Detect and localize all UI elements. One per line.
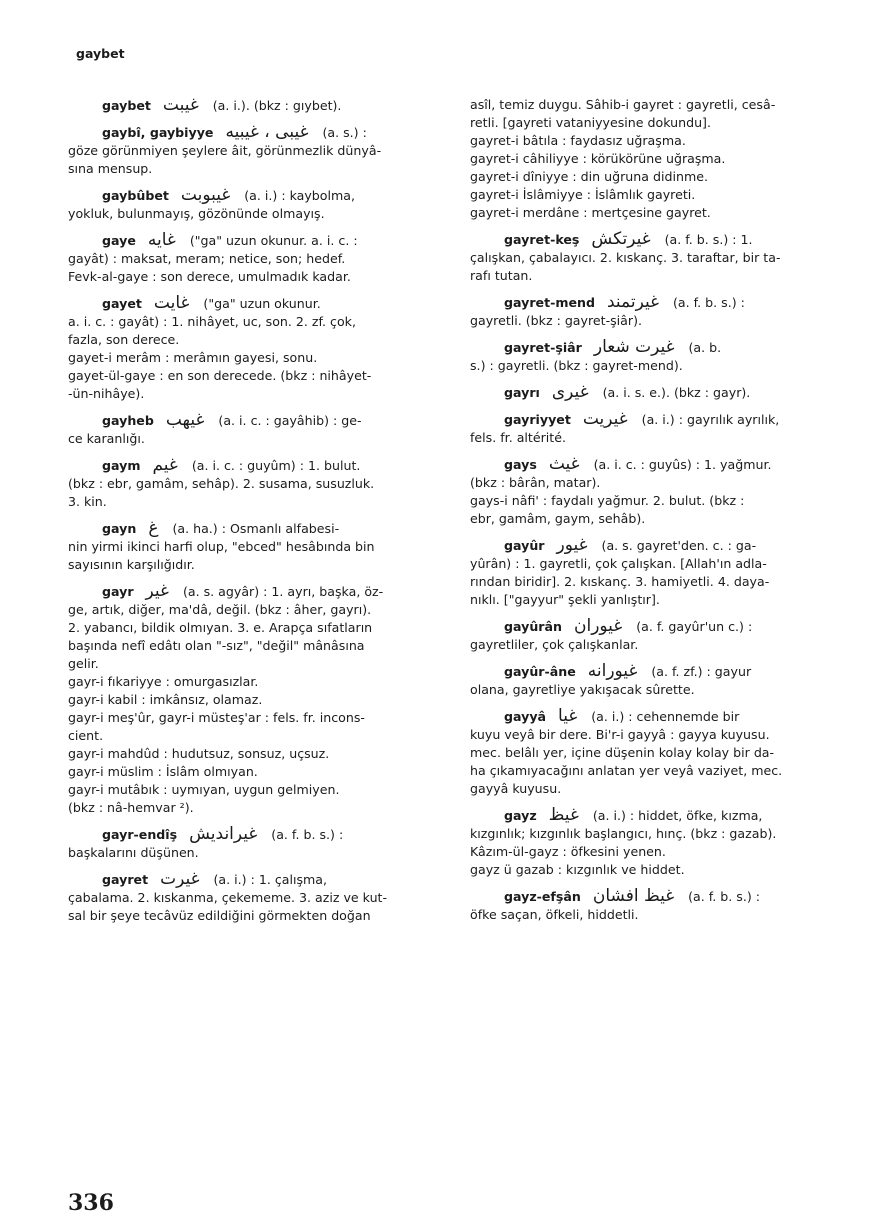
dictionary-entry (470, 887, 846, 924)
dictionary-entry (470, 806, 846, 879)
entry-line-text: 3. kin. (68, 494, 107, 509)
dictionary-entry (470, 662, 846, 699)
entry-headword: gayrı (504, 385, 540, 400)
entry-line (68, 268, 444, 286)
entry-first-line (470, 96, 846, 114)
entry-arabic-script: غيريت (582, 409, 628, 429)
dictionary-entry (68, 411, 444, 448)
entry-line (68, 601, 444, 619)
entry-line-text: rından biridir]. 2. kıskanç. 3. hamiyetli. 4. daya- (470, 574, 770, 589)
entry-line (68, 745, 444, 763)
entry-headword: gayet (102, 296, 142, 311)
entry-line-text: gayr-i meş'ûr, gayr-i müsteş'ar : fels. fr. incons- (68, 710, 365, 725)
entry-headword: gayriyyet (504, 412, 571, 427)
entry-line (68, 655, 444, 673)
entry-first-line (470, 707, 846, 726)
entry-arabic-script: غيبى ، غيبيه (225, 122, 309, 142)
entry-arabic-script: غيور (556, 535, 588, 555)
entry-line-text: nin yirmi ikinci harfi olup, "ebced" hesâbında bin (68, 539, 375, 554)
entry-line-text: yûrân) : 1. gayretli, çok çalışkan. [Allah'ın adla- (470, 556, 767, 571)
entry-line-text: (a. i.) : kaybolma, (244, 188, 355, 203)
dictionary-entry (470, 338, 846, 375)
entry-line (470, 249, 846, 267)
entry-line-text: a. i. c. : gayât) : 1. nihâyet, uc, son. 2. zf. çok, (68, 314, 356, 329)
entry-line-text: (bkz : ebr, gamâm, sehâp). 2. susama, susuzluk. (68, 476, 375, 491)
entry-first-line (68, 231, 444, 250)
entry-arabic-script: غيرتكش (591, 229, 651, 249)
entry-headword: gaybî, gaybiyye (102, 125, 214, 140)
entry-line (470, 114, 846, 132)
entry-line-text: kızgınlık; kızgınlık başlangıcı, hınç. (bkz : gazab). (470, 826, 777, 841)
entry-arabic-script: غيرت شعار (593, 337, 675, 357)
entry-line (68, 250, 444, 268)
entry-line (68, 475, 444, 493)
entry-arabic-script: غيرى (551, 382, 589, 402)
entry-line-text: (a. i. c. : gayâhib) : ge- (218, 413, 362, 428)
entry-line-text: göze görünmiyen şeylere âit, görünmezlik dünyâ- (68, 143, 382, 158)
entry-line (68, 142, 444, 160)
entry-line (68, 727, 444, 745)
entry-first-line (470, 662, 846, 681)
entry-line-text: olana, gayretliye yakışacak sûrette. (470, 682, 695, 697)
entry-line-text: ce karanlığı. (68, 431, 145, 446)
entry-headword: gayret-mend (504, 295, 595, 310)
entry-headword: gayz (504, 808, 537, 823)
entry-line-text: gayretliler, çok çalışkanlar. (470, 637, 639, 652)
entry-arabic-script: غ (148, 518, 159, 538)
dictionary-entry (68, 456, 444, 511)
entry-line (68, 763, 444, 781)
entry-headword: gayret (102, 872, 149, 887)
entry-headword: gayr (102, 584, 134, 599)
dictionary-entry (68, 294, 444, 403)
entry-line-text: gayret-i câhiliyye : körükörüne uğraşma. (470, 151, 726, 166)
entry-line (68, 673, 444, 691)
entry-first-line (470, 293, 846, 312)
entry-headword: gayret-şiâr (504, 340, 582, 355)
entry-first-line (68, 123, 444, 142)
entry-line-text: rafı tutan. (470, 268, 533, 283)
dictionary-entry (68, 123, 444, 178)
entry-line (68, 907, 444, 925)
entry-line (470, 267, 846, 285)
entry-arabic-script: غيظ (548, 805, 579, 825)
entry-line (68, 799, 444, 817)
entry-line (68, 691, 444, 709)
entry-line (68, 205, 444, 223)
entry-line-text: (a. i.) : 1. çalışma, (213, 872, 328, 887)
entry-line (68, 331, 444, 349)
dictionary-entry (470, 707, 846, 798)
entry-line-text: (a. i.). (bkz : gıybet). (212, 98, 342, 113)
entry-line-text: gayât) : maksat, meram; netice, son; hedef. (68, 251, 346, 266)
dictionary-entry (68, 96, 444, 115)
entry-arabic-script: غيث (548, 454, 580, 474)
entry-headword: gays (504, 457, 537, 472)
entry-line-text: (a. f. zf.) : gayur (651, 664, 752, 679)
entry-line (470, 825, 846, 843)
entry-line (470, 492, 846, 510)
entry-line (68, 367, 444, 385)
entry-line-text: nıklı. ["gayyur" şekli yanlıştır]. (470, 592, 660, 607)
entry-line (68, 556, 444, 574)
entry-headword: gayz-efşân (504, 889, 581, 904)
entry-headword: gaybûbet (102, 188, 169, 203)
entry-line-text: gayr-i kabil : imkânsız, olamaz. (68, 692, 263, 707)
entry-line (470, 168, 846, 186)
dictionary-entry (68, 582, 444, 817)
entry-line-text: gayret-i dîniyye : din uğruna didinme. (470, 169, 708, 184)
entry-first-line (470, 455, 846, 474)
entry-first-line (68, 456, 444, 475)
entry-line (68, 538, 444, 556)
entry-line-text: sal bir şeye tecâvüz edildiğini görmekten doğan (68, 908, 371, 923)
entry-arabic-script: غيبت (162, 95, 199, 115)
entry-line-text: Fevk-al-gaye : son derece, umulmadık kadar. (68, 269, 351, 284)
entry-line-text: çabalama. 2. kıskanma, çekememe. 3. aziz ve kut- (68, 890, 388, 905)
entry-line (470, 843, 846, 861)
entry-first-line (68, 582, 444, 601)
entry-line (470, 762, 846, 780)
dictionary-entry (470, 617, 846, 654)
entry-line-text: (a. s. gayret'den. c. : ga- (601, 538, 757, 553)
entry-line-text: (a. s. agyâr) : 1. ayrı, başka, öz- (182, 584, 384, 599)
entry-line (470, 429, 846, 447)
entry-line (470, 636, 846, 654)
entry-line-text: başkalarını düşünen. (68, 845, 199, 860)
entry-arabic-script: غيرتمند (606, 292, 659, 312)
entry-line-text: -ün-nihâye). (68, 386, 145, 401)
entry-line (470, 726, 846, 744)
entry-line-text: (a. f. b. s.) : 1. (664, 232, 753, 247)
entry-line-text: (bkz : nâ-hemvar ²). (68, 800, 194, 815)
entry-first-line (470, 806, 846, 825)
entry-line-text: (a. f. gayûr'un c.) : (636, 619, 753, 634)
entry-line-text: cient. (68, 728, 104, 743)
entry-line (470, 357, 846, 375)
dictionary-entry (68, 825, 444, 862)
entry-line-text: s.) : gayretli. (bkz : gayret-mend). (470, 358, 683, 373)
entry-line-text: ("ga" uzun okunur. a. i. c. : (189, 233, 358, 248)
entry-line-text: çalışkan, çabalayıcı. 2. kıskanç. 3. taraftar, bir ta- (470, 250, 781, 265)
dictionary-entry (68, 231, 444, 286)
entry-first-line (470, 230, 846, 249)
entry-first-line (470, 410, 846, 429)
entry-first-line (470, 887, 846, 906)
entry-line-text: gayr-i müslim : İslâm olmıyan. (68, 764, 258, 779)
entry-line (470, 681, 846, 699)
entry-line-text: (a. i.) : gayrılık ayrılık, (641, 412, 780, 427)
entry-line-text: ebr, gamâm, gaym, sehâb). (470, 511, 646, 526)
entry-first-line (68, 294, 444, 313)
entry-first-line (68, 519, 444, 538)
dictionary-entry (470, 455, 846, 528)
entry-line-text: gayr-i fıkariyye : omurgasızlar. (68, 674, 259, 689)
entry-arabic-script: غيظ افشان (592, 886, 675, 906)
entry-line-text: (a. i. c. : guyûs) : 1. yağmur. (593, 457, 772, 472)
entry-line (470, 744, 846, 762)
entry-headword: gayûrân (504, 619, 562, 634)
entry-headword: gayret-keş (504, 232, 580, 247)
entry-line-text: (a. b. (688, 340, 722, 355)
entry-first-line (68, 96, 444, 115)
entry-line-text: 2. yabancı, bildik olmıyan. 3. e. Arapça sıfatların (68, 620, 373, 635)
entry-arabic-script: غيبوبت (180, 185, 231, 205)
entry-headword: gayyâ (504, 709, 547, 724)
entry-line (68, 619, 444, 637)
dictionary-entry (68, 186, 444, 223)
entry-headword: gayr-endîş (102, 827, 178, 842)
entry-arabic-script: غير (145, 581, 169, 601)
entry-line-text: gayr-i mutâbık : uymıyan, uygun gelmiyen. (68, 782, 340, 797)
entry-headword: gaym (102, 458, 141, 473)
entry-line-text: gayretli. (bkz : gayret-şiâr). (470, 313, 642, 328)
entry-headword: gaye (102, 233, 136, 248)
entry-line (470, 204, 846, 222)
dictionary-entry (470, 410, 846, 447)
dictionary-entry (470, 230, 846, 285)
entry-line (470, 510, 846, 528)
entry-line-text: (a. i. s. e.). (bkz : gayr). (602, 385, 751, 400)
entry-arabic-script: غيم (152, 455, 178, 475)
entry-line-text: gayret-i merdâne : mertçesine gayret. (470, 205, 711, 220)
entry-arabic-script: غيورانه (587, 661, 638, 681)
entry-headword: gayûr (504, 538, 545, 553)
entry-line (68, 844, 444, 862)
entry-line (68, 889, 444, 907)
entry-line-text: gayr-i mahdûd : hudutsuz, sonsuz, uçsuz. (68, 746, 330, 761)
entry-line-text: sına mensup. (68, 161, 153, 176)
entry-line-text: gayret-i İslâmiyye : İslâmlık gayreti. (470, 187, 696, 202)
entry-line (68, 637, 444, 655)
dictionary-entry (68, 870, 444, 925)
entry-line-text: mec. belâlı yer, içine düşenin kolay kolay bir da- (470, 745, 775, 760)
entry-line-text: gelir. (68, 656, 99, 671)
entry-line-text: gayz ü gazab : kızgınlık ve hiddet. (470, 862, 685, 877)
entry-line-text: retli. [gayreti vataniyyesine dokundu]. (470, 115, 711, 130)
entry-arabic-script: غيوران (573, 616, 623, 636)
entry-first-line (68, 411, 444, 430)
entry-headword: gaybet (102, 98, 151, 113)
entry-line-text: (a. i.) : cehennemde bir (591, 709, 740, 724)
entry-line-text: gayet-i merâm : merâmın gayesi, sonu. (68, 350, 318, 365)
entry-line (470, 573, 846, 591)
entry-line (470, 186, 846, 204)
entry-line (68, 709, 444, 727)
entry-first-line (68, 870, 444, 889)
left-column (68, 96, 444, 925)
entry-line (470, 780, 846, 798)
entry-line-text: gayet-ül-gaye : en son derecede. (bkz : nihâyet- (68, 368, 372, 383)
entry-first-line (470, 617, 846, 636)
entry-line-text: fels. fr. altérité. (470, 430, 566, 445)
entry-line-text: fazla, son derece. (68, 332, 180, 347)
entry-line (470, 906, 846, 924)
entry-line-text: öfke saçan, öfkeli, hiddetli. (470, 907, 639, 922)
entry-line-text: Kâzım-ül-gayz : öfkesini yenen. (470, 844, 666, 859)
entry-line-text: (a. f. b. s.) : (673, 295, 745, 310)
entry-line (470, 312, 846, 330)
entry-line-text: gayyâ kuyusu. (470, 781, 562, 796)
entry-arabic-script: غيهب (165, 410, 205, 430)
entry-line (470, 591, 846, 609)
entry-line-text: (a. ha.) : Osmanlı alfabesi- (172, 521, 340, 536)
entry-line (470, 150, 846, 168)
entry-first-line (470, 536, 846, 555)
entry-headword: gayn (102, 521, 137, 536)
dictionary-entry (470, 96, 846, 222)
entry-line (68, 160, 444, 178)
entry-line-text: (a. s.) : (322, 125, 367, 140)
page-number: 336 (68, 1190, 114, 1216)
entry-line-text: ge, artık, diğer, ma'dâ, değil. (bkz : âher, gayrı). (68, 602, 372, 617)
entry-line (68, 781, 444, 799)
entry-arabic-script: غايه (147, 230, 176, 250)
entry-line-text: yokluk, bulunmayış, gözönünde olmayış. (68, 206, 325, 221)
entry-first-line (68, 186, 444, 205)
entry-line (68, 493, 444, 511)
entry-line-text: gayret-i bâtıla : faydasız uğraşma. (470, 133, 686, 148)
entry-line-text: (a. i.) : hiddet, öfke, kızma, (592, 808, 763, 823)
entry-line-text: sayısının karşılığıdır. (68, 557, 195, 572)
entry-line (68, 385, 444, 403)
entry-line-text: (bkz : bârân, matar). (470, 475, 601, 490)
entry-first-line (68, 825, 444, 844)
entry-line-text: (a. f. b. s.) : (688, 889, 761, 904)
entry-line-text: gays-i nâfi' : faydalı yağmur. 2. bulut. (bkz : (470, 493, 745, 508)
entry-arabic-script: غايت (153, 293, 190, 313)
entry-line-text: asîl, temiz duygu. Sâhib-i gayret : gayretli, cesâ- (470, 97, 776, 112)
entry-line (68, 430, 444, 448)
entry-headword: gayheb (102, 413, 154, 428)
dictionary-entry (470, 536, 846, 609)
entry-arabic-script: غيرانديش (189, 824, 258, 844)
entry-first-line (470, 383, 846, 402)
dictionary-entry (470, 293, 846, 330)
entry-line (470, 474, 846, 492)
dictionary-entry (68, 519, 444, 574)
entry-arabic-script: غيرت (160, 869, 200, 889)
entry-line-text: başında nefî edâtı olan "-sız", "değil" mânâsına (68, 638, 365, 653)
dictionary-entry (470, 383, 846, 402)
entry-line (68, 349, 444, 367)
entry-line (470, 861, 846, 879)
entry-line (470, 555, 846, 573)
entry-line-text: (a. i. c. : guyûm) : 1. bulut. (191, 458, 361, 473)
entry-line-text: ha çıkamıyacağını anlatan yer veyâ vaziyet, mec. (470, 763, 783, 778)
entry-line-text: kuyu veyâ bir dere. Bi'r-i gayyâ : gayya kuyusu. (470, 727, 770, 742)
running-head: gaybet (76, 46, 125, 61)
entry-first-line (470, 338, 846, 357)
entry-line (470, 132, 846, 150)
entry-arabic-script: غيا (558, 706, 578, 726)
entry-headword: gayûr-âne (504, 664, 576, 679)
right-column (470, 96, 846, 924)
entry-line (68, 313, 444, 331)
entry-line-text: ("ga" uzun okunur. (203, 296, 321, 311)
entry-line-text: (a. f. b. s.) : (271, 827, 344, 842)
